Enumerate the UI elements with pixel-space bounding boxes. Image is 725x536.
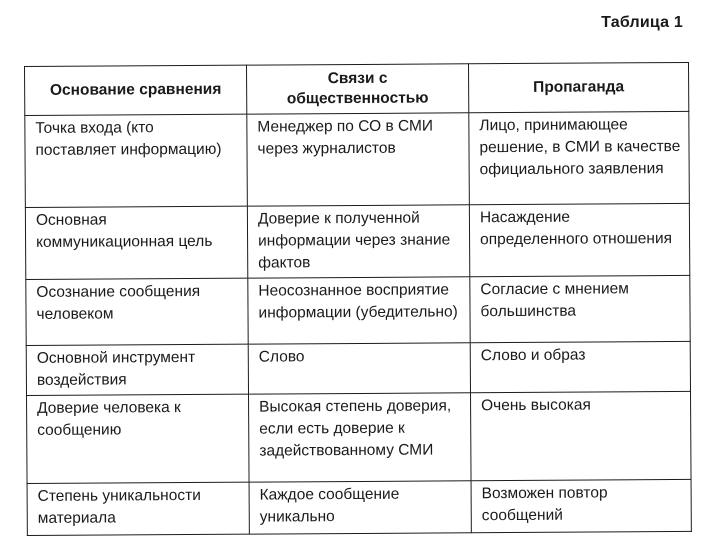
table-cell: Слово [248, 343, 470, 394]
table-cell: Степень уникальности материала [27, 482, 249, 535]
table-row [26, 341, 690, 395]
table-cell: Очень высокая [471, 391, 692, 480]
table-cell: Насаждение определенного отношения [469, 203, 689, 276]
table-cell: Каждое сообщение уникально [249, 481, 471, 534]
header-propaganda: Пропаганда [468, 62, 688, 112]
table-cell: Высокая степень доверия, если есть доверие к задействованному СМИ [249, 393, 472, 482]
table-row [27, 479, 691, 535]
table-row [25, 111, 690, 207]
comparison-table [24, 62, 692, 536]
table-cell: Неосознанное восприятие информации (убедительно) [248, 277, 470, 344]
header-public-relations: Связи с общественностью [246, 64, 468, 114]
table-row [26, 275, 690, 345]
table-cell: Точка входа (кто поставляет информацию) [25, 114, 248, 207]
table-cell: Доверие к полученной информации через знание фактов [247, 205, 469, 278]
table-cell: Возможен повтор сообщений [471, 479, 691, 532]
table-cell: Слово и образ [470, 341, 690, 392]
table-row [25, 203, 689, 279]
table-header-row [25, 62, 689, 115]
table-cell: Доверие человека к сообщению [27, 394, 250, 483]
header-basis: Основание сравнения [25, 65, 247, 115]
table-caption: Таблица 1 [601, 14, 683, 31]
table-cell: Осознание сообщения человеком [26, 278, 248, 345]
table-row [27, 391, 692, 483]
table-cell: Основной инструмент воздействия [26, 344, 248, 395]
table-cell: Основная коммуникационная цель [25, 206, 247, 279]
table-cell: Менеджер по СО в СМИ через журналистов [247, 113, 470, 206]
table-cell: Согласие с мнением большинства [470, 275, 690, 342]
table-cell: Лицо, принимающее решение, в СМИ в качестве официального заявления [469, 111, 690, 204]
